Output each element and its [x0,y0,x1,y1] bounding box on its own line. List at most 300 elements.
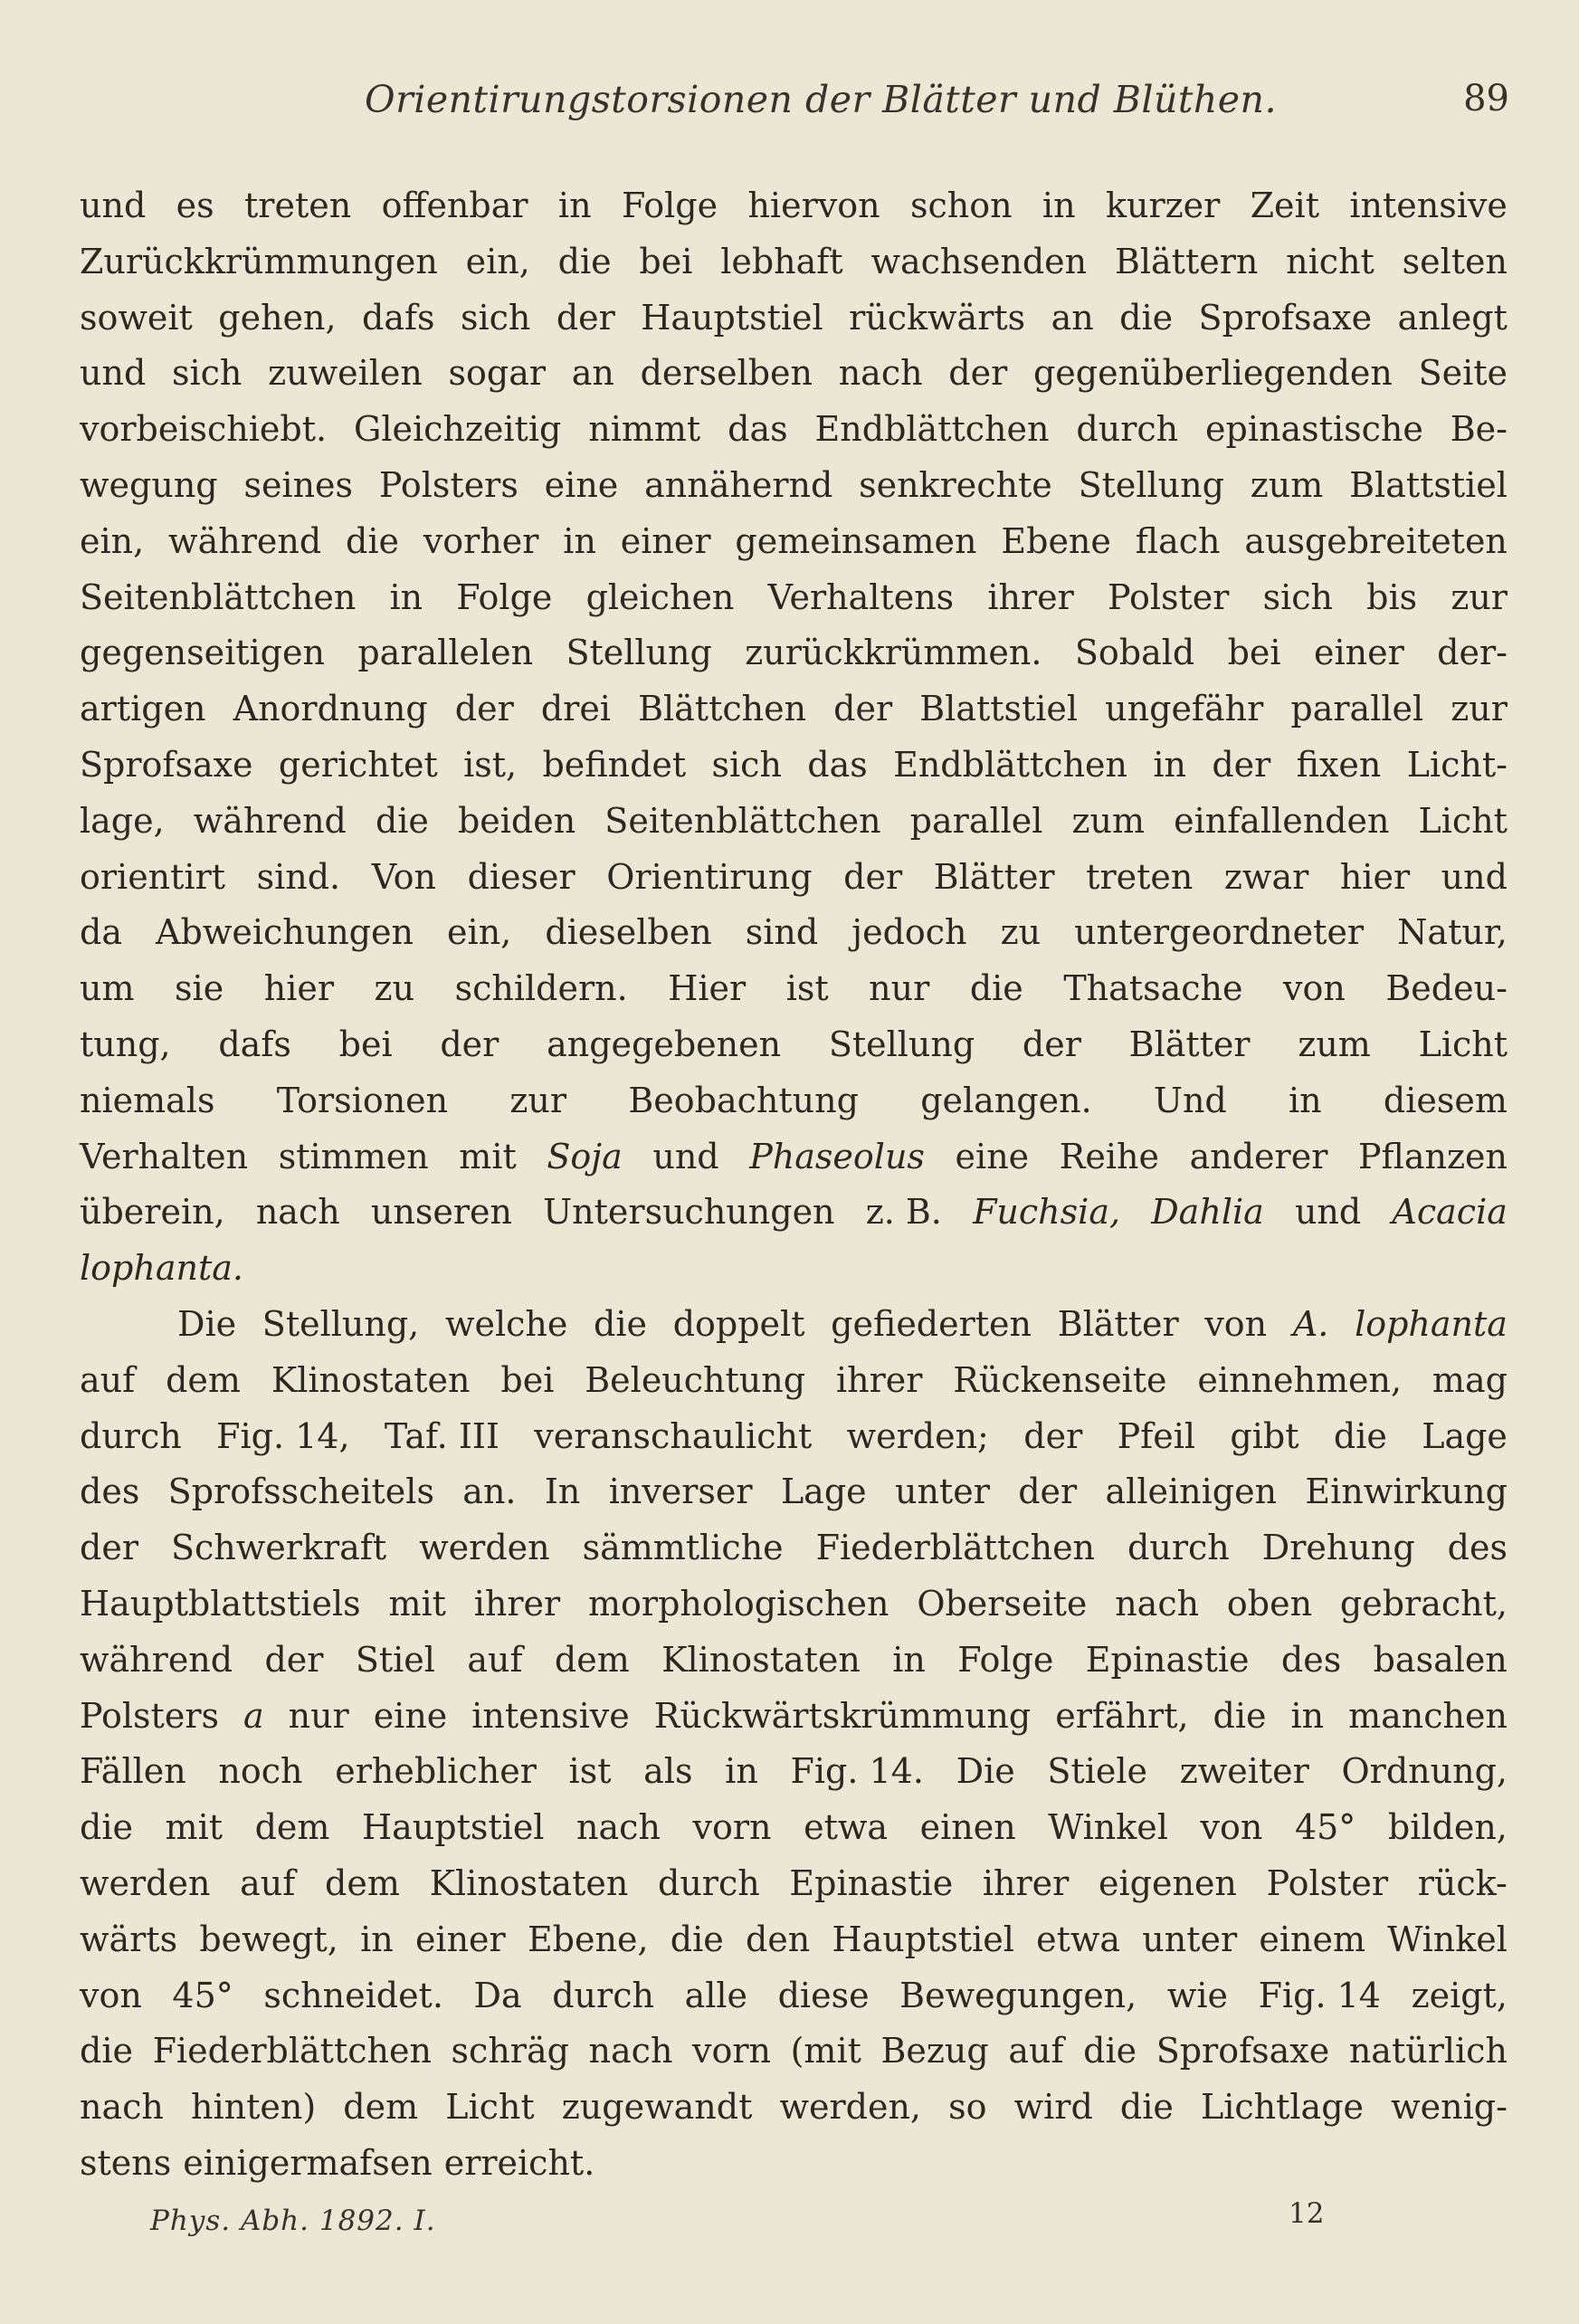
word: und [80,353,147,394]
text-line [80,738,1508,794]
word: parallel [909,800,1043,841]
word: zugewandt [561,2087,753,2128]
word: dem [554,1639,630,1680]
word: artigen [80,689,206,729]
word: so [948,2087,987,2128]
word: erreicht. [443,2142,595,2183]
word: bilden, [1387,1807,1508,1848]
word: Blätter [1128,1024,1251,1064]
word: einfallenden [1174,800,1390,841]
word: nach [1115,1583,1200,1624]
text-line [80,458,1508,514]
word: um [80,968,135,1009]
word: und [652,1136,719,1176]
word: mit [459,1136,517,1176]
word: Reihe [1059,1136,1159,1176]
signature-mark: Phys. Abh. 1892. I. [150,2205,436,2237]
word: wegung [80,464,218,505]
word: Stellung [566,633,712,673]
word: Klinostaten [429,1862,629,1903]
word: Epinastie [789,1862,954,1903]
word: während [193,800,347,841]
word: schräg [451,2031,569,2072]
word: bei [338,1024,393,1064]
word: der [264,1639,324,1680]
word: dieser [467,856,575,897]
word: (mit [790,2031,861,2072]
word: Blättchen [638,689,807,729]
word: sie [175,968,224,1009]
word: anderer [1189,1136,1328,1176]
text-line [80,290,1508,347]
word: Licht [1418,800,1508,841]
word: Schwerkraft [170,1528,387,1568]
word: soweit [80,297,193,338]
word: bis [1366,576,1418,617]
word: Gleichzeitig [353,409,562,450]
word: ist, [463,744,518,785]
word: lophanta. [80,1248,243,1289]
word: zurückkrümmen. [745,633,1042,673]
word: die [346,520,399,561]
word: gebracht, [1339,1583,1508,1624]
word: Winkel [1387,1919,1508,1959]
word: der [454,689,514,729]
word: Blätter [933,856,1055,897]
word: sind [745,912,819,953]
word: Fig. 14 [1258,1975,1381,2015]
sheet-number: 12 [1289,2197,1325,2230]
word: ihrer [987,576,1074,617]
word: dafs [218,1024,291,1064]
word: a [243,1695,264,1736]
word: bei [1227,633,1281,673]
word: werden, [779,2087,921,2128]
word: Seite [1418,353,1508,394]
word: gibt [1230,1415,1299,1456]
word: vorbeischiebt. [80,409,328,450]
word: Folge [957,1639,1054,1680]
text-line [80,1520,1508,1576]
word: die [1119,297,1174,338]
word: angegebenen [547,1024,782,1064]
word: alle [684,1975,748,2015]
word: auf [1008,2031,1064,2072]
word: in [1153,744,1186,785]
word: treten [1086,856,1194,897]
word: Sprofsaxe [1198,297,1373,338]
word: Polster [1107,576,1230,617]
word: nicht [1286,241,1374,281]
text-line [80,1017,1508,1073]
word: stens [80,2142,172,2183]
text-line [80,1800,1508,1856]
word: befindet [542,744,687,785]
word: den [745,1919,811,1959]
word: kurzer [1105,186,1221,225]
word: Stellung [828,1024,975,1064]
text-line [80,681,1508,738]
word: parallel [1290,689,1424,729]
word: Zurückkrümmungen [80,241,438,281]
word: die [1213,1695,1267,1736]
word: parallelen [357,633,534,673]
word: lophanta [1355,1303,1508,1344]
word: die [1119,2087,1174,2128]
word: in [1290,1695,1325,1736]
text-line [80,1464,1508,1520]
word: von [1200,1807,1263,1848]
word: wird [1013,2087,1093,2128]
word: überein, [80,1192,225,1233]
word: schon [909,186,1013,225]
word: die [557,241,612,281]
word: Polsters [80,1695,219,1736]
word: der [556,297,615,338]
word: die [1333,1415,1387,1456]
word: in [563,520,596,561]
word: auf [467,1639,523,1680]
word: doppelt [672,1303,805,1344]
word: einer [1313,633,1404,673]
word: unseren [370,1192,512,1233]
word: der- [1437,633,1508,673]
word: erfährt, [1055,1695,1189,1736]
word: die [80,2031,133,2072]
word: Da [473,1975,522,2015]
text-line [80,1633,1508,1689]
word: Hauptstiel [362,1807,545,1848]
word: Einwirkung [1305,1472,1508,1512]
word: alleinigen [1105,1472,1278,1512]
word: während [168,520,322,561]
word: Endblättchen [814,409,1050,450]
word: in [892,1639,926,1680]
word: jedoch [851,912,967,953]
text-line [80,346,1508,402]
word: in [389,576,423,617]
word: oben [1226,1583,1313,1624]
word: von [1283,968,1346,1009]
word: der [1018,1472,1078,1512]
word: Klinostaten [661,1639,861,1680]
word: untergeordneter [1074,912,1365,953]
word: Epinastie [1085,1639,1250,1680]
word: durch [658,1862,760,1903]
word: durch [80,1415,182,1456]
word: wachsenden [870,241,1088,281]
word: werden; [846,1415,989,1456]
word: während [80,1639,233,1680]
word: rückwärts [849,297,1026,338]
word: derselben [640,353,813,394]
word: nach [255,1192,340,1233]
text-line [80,905,1508,961]
word: sind. [256,856,341,897]
word: zum [1250,464,1324,505]
text-line [80,794,1508,850]
word: bei [500,1359,555,1400]
word: Beobachtung [628,1080,859,1120]
word: Torsionen [276,1080,449,1120]
text-line [80,1297,1508,1353]
word: Endblättchen [893,744,1128,785]
word: stimmen [278,1136,429,1176]
text-line [80,1912,1508,1968]
word: als [643,1751,693,1792]
word: einigermafsen [183,2142,433,2183]
word: der [1022,1024,1081,1064]
word: zur [509,1080,567,1120]
word: durch [552,1975,654,2015]
word: die [1083,2031,1137,2072]
word: auf [240,1862,296,1903]
word: Stellung, [262,1303,420,1344]
word: flach [1135,520,1221,561]
word: der [1212,744,1271,785]
word: veranschaulicht [534,1415,813,1456]
text-line [80,1856,1508,1912]
word: Drehung [1261,1528,1415,1568]
word: ungefähr [1105,689,1264,729]
running-header [80,78,1509,132]
word: Winkel [1048,1807,1168,1848]
word: orientirt [80,856,226,897]
word: z. B. [865,1192,942,1233]
word: Ebene [1001,520,1111,561]
word: der [1023,1415,1083,1456]
word: Stiel [355,1639,435,1680]
word: fixen [1296,744,1382,785]
word: natürlich [1348,2031,1508,2072]
word: Phaseolus [749,1136,925,1176]
word: schneidet. [263,1975,443,2015]
word: die [375,800,429,841]
page-number: 89 [1463,78,1509,119]
word: auf [80,1359,136,1400]
word: einen [919,1807,1016,1848]
word: eine [544,464,619,505]
word: 45° [172,1975,233,2015]
word: annähernd [644,464,833,505]
word: sich [1262,576,1334,617]
word: nimmt [588,409,701,450]
word: es [176,186,214,225]
word: an [1051,297,1094,338]
word: hier [263,968,335,1009]
text-line [80,178,1508,234]
word: Pfeil [1117,1415,1196,1456]
word: bei [639,241,693,281]
word: Bewegungen, [899,1975,1137,2015]
word: schildern. [454,968,628,1009]
word: Oberseite [917,1583,1088,1624]
word: sich [460,297,531,338]
word: zum [1071,800,1146,841]
word: Die [177,1303,237,1344]
word: Rückenseite [953,1359,1167,1400]
word: ein, [465,241,530,281]
word: Beleuchtung [585,1359,806,1400]
word: Die [956,1751,1015,1792]
text-line [80,570,1508,626]
word: tung, [80,1024,171,1064]
word: etwa [1036,1919,1121,1959]
word: ihrer [473,1583,561,1624]
word: zum [1298,1024,1371,1064]
word: Fig. 14, [216,1415,350,1456]
text-line [80,402,1508,458]
word: ist [785,968,829,1009]
word: ihrer [835,1359,923,1400]
word: dem [343,2087,419,2128]
word: in [1289,1080,1322,1120]
word: Abweichungen [156,912,414,953]
word: in [360,1919,394,1959]
word: Sprofsaxe [1156,2031,1330,2072]
word: Acacia [1392,1192,1508,1233]
word: Bedeu- [1385,968,1508,1009]
word: Blattstiel [1349,464,1508,505]
word: Bezug [880,2031,989,2072]
word: Folge [621,186,718,225]
word: nur [288,1695,349,1736]
word: mit [388,1583,446,1624]
word: von [1204,1303,1268,1344]
word: Polster [1266,1862,1389,1903]
word: zwar [1223,856,1309,897]
word: beiden [457,800,576,841]
word: Pflanzen [1357,1136,1508,1176]
word: noch [218,1751,303,1792]
word: Ebene, [527,1919,649,1959]
word: Seitenblättchen [80,576,357,617]
word: werden [419,1528,550,1568]
word: Und [1153,1080,1227,1120]
word: sämmtliche [582,1528,784,1568]
word: einem [1259,1919,1366,1959]
text-line [80,2136,1508,2192]
word: Licht [445,2087,535,2128]
word: das [728,409,788,450]
word: Orientirung [606,856,813,897]
text-line [80,1241,1508,1297]
word: Hauptstiel [641,297,823,338]
word: des [1280,1639,1342,1680]
word: gegenüberliegenden [1032,353,1393,394]
word: vorn [692,2031,772,2072]
word: ihrer [982,1862,1070,1903]
word: zu [374,968,415,1009]
word: in [1042,186,1076,225]
word: In [544,1472,581,1512]
word: Hier [668,968,747,1009]
word: einer [414,1919,506,1959]
word: erheblicher [335,1751,537,1792]
word: Sobald [1074,633,1195,673]
word: Fällen [80,1751,186,1792]
word: Blattstiel [919,689,1079,729]
word: mag [1432,1359,1508,1400]
word: dieselben [545,912,712,953]
word: eine [373,1695,448,1736]
word: durch [1127,1528,1230,1568]
word: einnehmen, [1197,1359,1403,1400]
word: nach [838,353,923,394]
word: sogar [448,353,547,394]
word: Fiederblättchen [815,1528,1096,1568]
word: intensive [471,1695,630,1736]
word: mit [165,1807,224,1848]
word: morphologischen [588,1583,889,1624]
text-line [80,1129,1508,1186]
word: zuweilen [268,353,423,394]
word: und [1441,856,1508,897]
word: nach [588,2031,673,2072]
word: nach [80,2087,164,2128]
word: Licht [1418,1024,1508,1064]
word: vorher [423,520,539,561]
word: Soja [547,1136,623,1176]
word: nur [869,968,930,1009]
word: zweiter [1179,1751,1309,1792]
word: und [80,186,147,225]
word: an. [462,1472,517,1512]
word: anlegt [1397,297,1508,338]
word: Folge [456,576,553,617]
text-line [80,1409,1508,1465]
text-line [80,514,1508,570]
word: an [571,353,614,394]
word: der [80,1528,138,1568]
word: hiervon [747,186,880,225]
word: zu [1000,912,1042,953]
word: gegenseitigen [80,633,325,673]
word: Lage [780,1472,867,1512]
word: Natur, [1397,912,1508,953]
word: Zeit [1250,186,1319,225]
word: offenbar [381,186,528,225]
word: welche [444,1303,568,1344]
word: unter [894,1472,990,1512]
text-line [80,1073,1508,1129]
word: inverser [608,1472,753,1512]
word: ein, [447,912,512,953]
word: werden [80,1862,211,1903]
body-text [80,178,1508,2192]
text-line [80,1576,1508,1633]
word: da [80,912,122,953]
text-line [80,1689,1508,1745]
word: Untersuchungen [543,1192,835,1233]
word: seines [243,464,354,505]
word: dem [325,1862,400,1903]
word: nach [576,1807,661,1848]
word: gemeinsamen [735,520,977,561]
word: Verhaltens [767,576,955,617]
word: wenig- [1391,2087,1508,2128]
word: Von [371,856,437,897]
word: diese [777,1975,870,2015]
word: selten [1402,241,1508,281]
word: wärts [80,1919,178,1959]
word: und [1294,1192,1362,1233]
word: dafs [362,297,435,338]
text-line [80,2080,1508,2136]
word: eine [955,1136,1030,1176]
word: gleichen [585,576,735,617]
text-line [80,1185,1508,1241]
